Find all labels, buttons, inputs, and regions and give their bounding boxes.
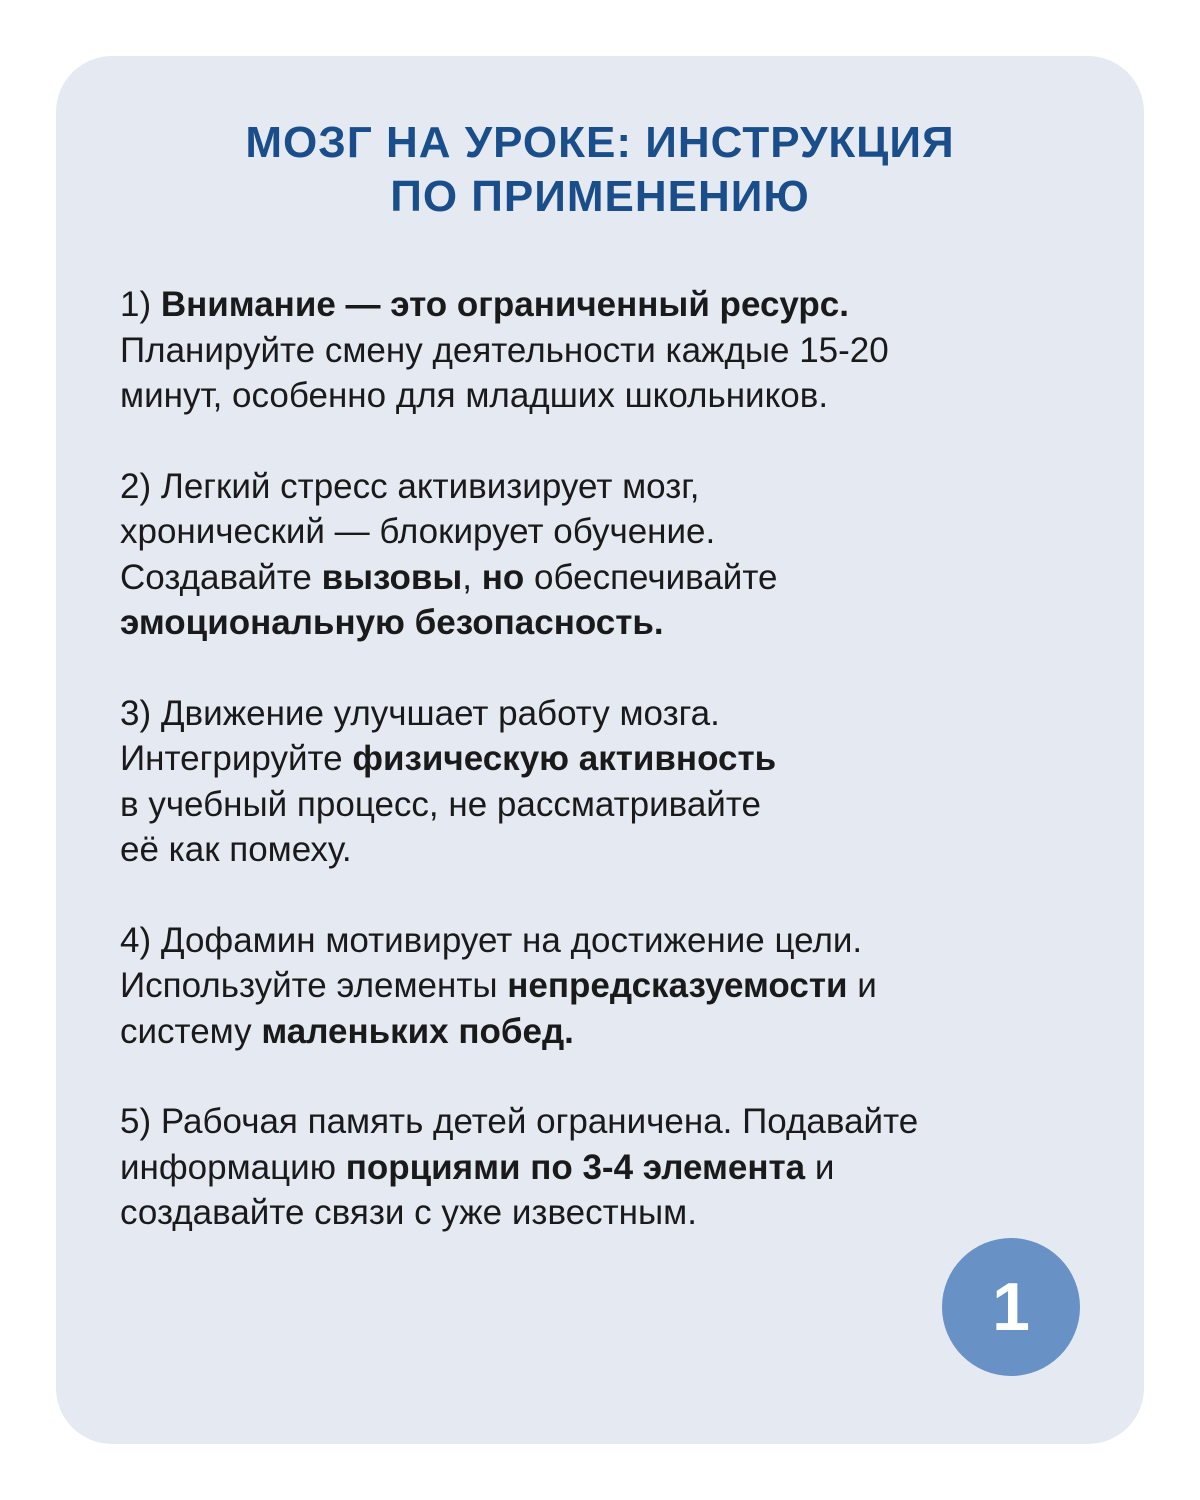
tip-line: [120, 464, 1110, 510]
tip-line: [120, 963, 1110, 1009]
title-line-1: МОЗГ НА УРОКЕ: ИНСТРУКЦИЯ: [245, 118, 955, 167]
text-run: Интегрируйте: [120, 739, 353, 778]
bold-text: но: [481, 557, 525, 597]
tip-line: [120, 1145, 1110, 1191]
tip-line: [120, 373, 1110, 419]
text-run: систему: [120, 1011, 262, 1051]
content-card: [56, 56, 1144, 1444]
tip-line: [120, 918, 1110, 964]
text-run: минут, особенно для младших школьников.: [120, 376, 829, 415]
bold-text: порциями по 3-4 элемента: [345, 1147, 806, 1187]
text-run: в учебный процесс, не рассматривайте: [120, 784, 761, 824]
tip-item-3: [120, 691, 1110, 873]
bold-text: Внимание — это ограниченный ресурс.: [160, 285, 849, 324]
bold-text: физическую активность: [352, 739, 777, 778]
text-run: и: [805, 1147, 835, 1187]
tip-line: [120, 1009, 1110, 1055]
text-run: обеспечивайте: [524, 557, 778, 597]
text-run: Создавайте: [120, 557, 322, 597]
text-run: и: [847, 966, 877, 1005]
bold-text: непредсказуемости: [507, 966, 848, 1005]
tip-line: [120, 736, 1110, 782]
text-run: ,: [462, 557, 482, 597]
tip-line: [120, 509, 1110, 555]
text-run: 5) Рабочая память детей ограничена. Подавайте: [120, 1102, 919, 1141]
tip-line: [120, 282, 1110, 328]
bold-text: вызовы: [321, 557, 463, 597]
text-run: хронический — блокирует обучение.: [120, 512, 716, 551]
title-line-2: ПО ПРИМЕНЕНИЮ: [390, 172, 810, 221]
tip-item-2: [120, 464, 1110, 646]
tip-line: [120, 1190, 1110, 1236]
text-run: Используйте элементы: [120, 966, 508, 1005]
text-run: 2) Легкий стресс активизирует мозг,: [120, 466, 700, 506]
text-run: Планируйте смену деятельности каждые 15-20: [120, 330, 889, 370]
text-run: информацию: [120, 1147, 346, 1187]
tip-item-4: [120, 918, 1110, 1055]
tip-line: [120, 600, 1110, 646]
tip-line: [120, 782, 1110, 828]
page-title: [56, 116, 1144, 224]
text-run: 4) Дофамин мотивирует на достижение цели.: [120, 920, 863, 960]
tip-line: [120, 555, 1110, 601]
tip-item-5: [120, 1099, 1110, 1236]
page-number-badge: 1: [942, 1238, 1080, 1376]
text-run: её как помеху.: [120, 830, 352, 869]
tip-item-1: [120, 282, 1110, 419]
text-run: создавайте связи с уже известным.: [120, 1193, 697, 1232]
bold-text: эмоциональную безопасность.: [120, 603, 664, 642]
text-run: 3) Движение улучшает работу мозга.: [120, 693, 720, 733]
bold-text: маленьких побед.: [261, 1011, 574, 1051]
tip-line: [120, 328, 1110, 374]
tip-line: [120, 691, 1110, 737]
tip-line: [120, 827, 1110, 873]
tip-line: [120, 1099, 1110, 1145]
tips-list: [120, 282, 1110, 1281]
text-run: 1): [120, 285, 161, 324]
